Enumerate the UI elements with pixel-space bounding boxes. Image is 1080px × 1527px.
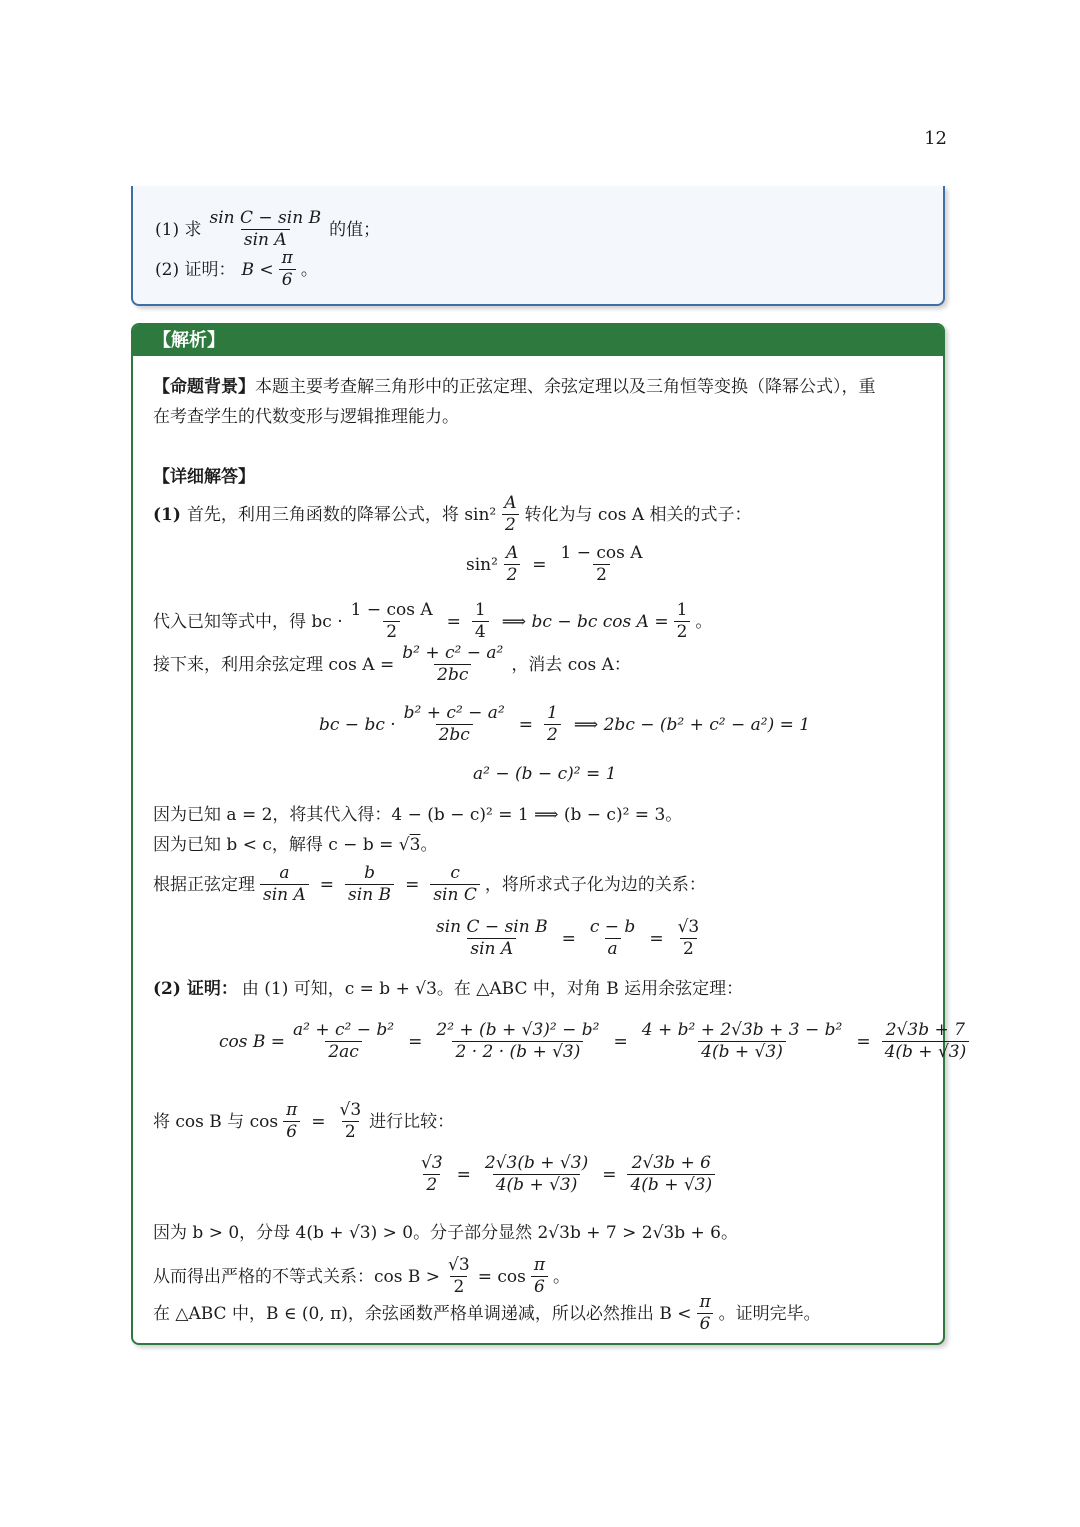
inequality-line: 从而得出严格的不等式关系：cos B > $\frac{√3}{2}$ = cos π 6 。 bbox=[153, 1255, 571, 1297]
question-part1: (1) 求 sin C − sin B sin A 的值； bbox=[155, 208, 381, 250]
fraction: $\frac{\text{b² + c² − a²}}{2bc}$ bbox=[402, 643, 504, 685]
positivity-line: 因为 b > 0，分母 4(b + √3) > 0。分子部分显然 2√3b + 7 > 2√3b + 6。 bbox=[153, 1223, 738, 1243]
fraction: A 2 bbox=[501, 493, 519, 536]
fraction: $\frac{2√3b + 7}{4(b + √3)}$ bbox=[882, 1020, 970, 1063]
fraction: sin C − sin B sin A bbox=[209, 208, 322, 250]
background-line-2: 在考查学生的代数变形与逻辑推理能力。 bbox=[153, 407, 459, 427]
sine-law-line: 根据正弦定理 $\frac{a}{\text{sin A}}$ = $\frac{b}{\text{sin B}}$ = $\frac{c}{\text{sin C}}$ ，将所求式子化为边的关系： bbox=[153, 863, 706, 905]
fraction: $\frac{√3}{2}$ bbox=[448, 1255, 470, 1297]
fraction: $\frac{c - b}{a}$ bbox=[589, 917, 636, 959]
fraction: $\frac{\pi}{6}$ bbox=[283, 1100, 300, 1143]
fraction: $\frac{\text{b² + c² − a²}}{2bc}$ bbox=[403, 703, 505, 745]
fraction: $\frac{1}{2}$ bbox=[544, 703, 561, 746]
conclusion-line: 在 △ABC 中，B ∈ (0, π)，余弦函数严格单调递减，所以必然推出 B < π 6 。证明完毕。 bbox=[153, 1292, 821, 1334]
fraction: $\frac{a}{\text{sin A}}$ bbox=[260, 863, 309, 906]
fraction: $\frac{A}{2}$ bbox=[503, 543, 521, 586]
equation-compare: $\frac{√3}{2}$ = $\frac{2√3(b + √3)}{4(b + √3)}$ = $\frac{2√3b + 6}{4(b + √3)}$ bbox=[413, 1153, 720, 1196]
page-number: 12 bbox=[924, 128, 947, 149]
equation-half-angle: sin² $\frac{A}{2}$ = $\frac{\text{1 − cos A}}{2}$ bbox=[466, 543, 651, 586]
equation-eliminate: bc − bc · $\frac{\text{b² + c² − a²}}{2bc}$ = $\frac{1}{2}$ ⟹ 2bc − (b² + c² − a²) = 1 bbox=[319, 703, 811, 745]
fraction: $\frac{\text{1 − cos A}}{2}$ bbox=[560, 543, 643, 585]
question-box bbox=[131, 186, 945, 306]
step2-intro: (2) 证明： 由 (1) 可知，c = b + √3。在 △ABC 中，对角 B 运用余弦定理： bbox=[153, 979, 744, 999]
fraction: $\frac{b}{\text{sin B}}$ bbox=[345, 863, 394, 906]
given-a-line: 因为已知 a = 2，将其代入得：4 − (b − c)² = 1 ⟹ (b − c)² = 3。 bbox=[153, 805, 683, 825]
substitution-line: 代入已知等式中，得 bc · $\frac{\text{1 − cos A}}{2}$ = $\frac{1}{4}$ ⟹ bc − bc cos A = $\frac{1}{2}$ 。 bbox=[153, 600, 713, 642]
equation-cos-b: cos B = $\frac{\text{a² + c² − b²}}{2ac}$ = $\frac{\text{2² + (b + √3)² − b²}}{2 \cdot 2 \cdot (b + √3)}$ = $\frac{\text{4 + b² + 2√3b + 3 − b²}}{4(b + √3)}$ = $\frac{2√3b + 7}{4(b + √3)}$ bbox=[219, 1020, 974, 1063]
fraction: $\frac{c}{\text{sin C}}$ bbox=[430, 863, 480, 906]
fraction: π 6 bbox=[696, 1292, 713, 1335]
fraction: $\frac{\text{1 − cos A}}{2}$ bbox=[350, 600, 433, 642]
compare-line: 将 cos B 与 cos $\frac{\pi}{6}$ = $\frac{√3}{2}$ 进行比较： bbox=[153, 1100, 455, 1142]
fraction: $\frac{√3}{2}$ bbox=[677, 917, 700, 959]
question-part2: (2) 证明： B < π 6 。 bbox=[155, 248, 318, 290]
fraction: $\frac{2√3b + 6}{4(b + √3)}$ bbox=[627, 1153, 715, 1196]
fraction: $\frac{\text{a² + c² − b²}}{2ac}$ bbox=[293, 1020, 395, 1062]
step1-intro: (1) 首先，利用三角函数的降幂公式，将 sin² A 2 转化为与 cos A 相关的式子： bbox=[153, 493, 752, 535]
fraction: $\frac{\text{2² + (b + √3)² − b²}}{2 \cdot 2 \cdot (b + √3)}$ bbox=[436, 1020, 600, 1062]
equation-simplified: a² − (b − c)² = 1 bbox=[473, 764, 617, 784]
analysis-box bbox=[131, 323, 967, 1345]
analysis-header: 【解析】 bbox=[133, 325, 943, 356]
fraction: $\frac{1}{4}$ bbox=[472, 600, 489, 643]
background-line-1: 【命题背景】 本题主要考查解三角形中的正弦定理、余弦定理以及三角恒等变换（降幂公式），重 bbox=[153, 377, 876, 397]
fraction: π 6 bbox=[531, 1255, 548, 1298]
detail-label: 【详细解答】 bbox=[153, 467, 255, 487]
fraction: $\frac{\text{4 + b² + 2√3b + 3 − b²}}{4(b + √3)}$ bbox=[641, 1020, 843, 1062]
fraction: $\frac{2√3(b + √3)}{4(b + √3)}$ bbox=[484, 1153, 589, 1195]
fraction: $\frac{√3}{2}$ bbox=[421, 1153, 443, 1195]
fraction: π 6 bbox=[279, 248, 296, 291]
cosine-law-line: 接下来，利用余弦定理 cos A = $\frac{\text{b² + c² − a²}}{2bc}$ ，消去 cos A： bbox=[153, 643, 631, 685]
equation-ratio-result: $\frac{\text{sin C − sin B}}{\text{sin A}}$ = $\frac{c - b}{a}$ = $\frac{√3}{2}$ bbox=[428, 917, 707, 960]
fraction: $\frac{1}{2}$ bbox=[674, 600, 691, 643]
fraction: $\frac{\text{sin C − sin B}}{\text{sin A}}$ bbox=[436, 917, 548, 959]
fraction: $\frac{√3}{2}$ bbox=[339, 1100, 362, 1142]
solve-c-minus-b-line: 因为已知 b < c，解得 c − b = √ 3 。 bbox=[153, 835, 438, 855]
